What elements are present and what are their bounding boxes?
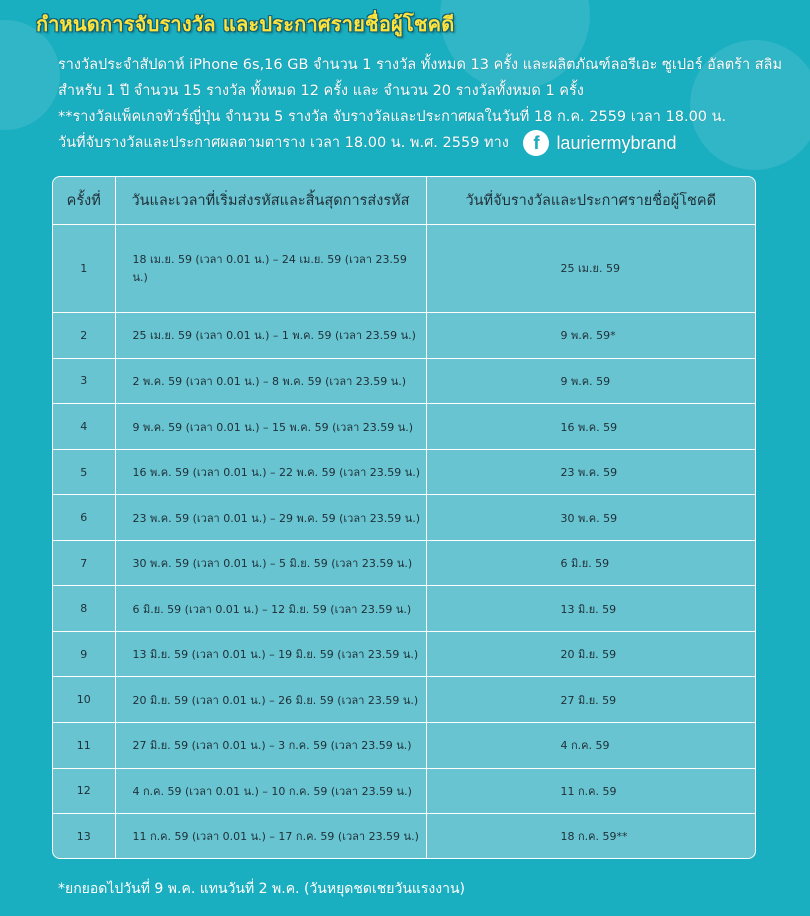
draw-date: 9 พ.ค. 59* <box>426 313 755 359</box>
draw-date: 6 มิ.ย. 59 <box>426 540 755 586</box>
draw-date: 30 พ.ค. 59 <box>426 495 755 541</box>
table-row <box>53 722 755 768</box>
draw-date: 18 ก.ค. 59** <box>426 814 755 858</box>
round-number: 3 <box>53 358 115 404</box>
table-row <box>53 677 755 723</box>
round-number: 10 <box>53 677 115 723</box>
submission-period: 20 มิ.ย. 59 (เวลา 0.01 น.) – 26 มิ.ย. 59 (เวลา 23.59 น.) <box>115 677 426 723</box>
table-row <box>53 224 755 313</box>
round-number: 9 <box>53 631 115 677</box>
submission-period: 9 พ.ค. 59 (เวลา 0.01 น.) – 15 พ.ค. 59 (เวลา 23.59 น.) <box>115 404 426 450</box>
table-header-row <box>53 177 755 224</box>
submission-period: 2 พ.ค. 59 (เวลา 0.01 น.) – 8 พ.ค. 59 (เวลา 23.59 น.) <box>115 358 426 404</box>
intro-line-facebook <box>58 130 778 156</box>
round-number: 8 <box>53 586 115 632</box>
round-number: 12 <box>53 768 115 814</box>
table-row <box>53 768 755 814</box>
table-row <box>53 631 755 677</box>
draw-date: 20 มิ.ย. 59 <box>426 631 755 677</box>
submission-period: 25 เม.ย. 59 (เวลา 0.01 น.) – 1 พ.ค. 59 (เวลา 23.59 น.) <box>115 313 426 359</box>
submission-period: 23 พ.ค. 59 (เวลา 0.01 น.) – 29 พ.ค. 59 (เวลา 23.59 น.) <box>115 495 426 541</box>
round-number: 2 <box>53 313 115 359</box>
submission-period: 6 มิ.ย. 59 (เวลา 0.01 น.) – 12 มิ.ย. 59 (เวลา 23.59 น.) <box>115 586 426 632</box>
draw-date: 25 เม.ย. 59 <box>426 224 755 313</box>
draw-date: 23 พ.ค. 59 <box>426 449 755 495</box>
submission-period: 4 ก.ค. 59 (เวลา 0.01 น.) – 10 ก.ค. 59 (เวลา 23.59 น.) <box>115 768 426 814</box>
header-round: ครั้งที่ <box>53 177 115 224</box>
table-row <box>53 449 755 495</box>
round-number: 4 <box>53 404 115 450</box>
table-row <box>53 358 755 404</box>
draw-date: 11 ก.ค. 59 <box>426 768 755 814</box>
intro-line: สำหรับ 1 ปี จำนวน 15 รางวัล ทั้งหมด 12 ครั้ง และ จำนวน 20 รางวัลทั้งหมด 1 ครั้ง <box>58 83 584 99</box>
submission-period: 11 ก.ค. 59 (เวลา 0.01 น.) – 17 ก.ค. 59 (เวลา 23.59 น.) <box>115 814 426 858</box>
submission-period: 27 มิ.ย. 59 (เวลา 0.01 น.) – 3 ก.ค. 59 (เวลา 23.59 น.) <box>115 722 426 768</box>
draw-date: 4 ก.ค. 59 <box>426 722 755 768</box>
round-number: 13 <box>53 814 115 858</box>
intro-text <box>58 52 783 156</box>
intro-line: **รางวัลแพ็คเกจทัวร์ญี่ปุ่น จำนวน 5 รางวัล จับรางวัลและประกาศผลในวันที่ 18 ก.ค. 2559 เวลา 18.00 น. <box>58 109 727 125</box>
table-row <box>53 540 755 586</box>
submission-period: 18 เม.ย. 59 (เวลา 0.01 น.) – 24 เม.ย. 59 (เวลา 23.59 น.) <box>115 224 426 313</box>
submission-period: 16 พ.ค. 59 (เวลา 0.01 น.) – 22 พ.ค. 59 (เวลา 23.59 น.) <box>115 449 426 495</box>
header-draw-date: วันที่จับรางวัลและประกาศรายชื่อผู้โชคดี <box>426 177 755 224</box>
header-period: วันและเวลาที่เริ่มส่งรหัสและสิ้นสุดการส่งรหัส <box>115 177 426 224</box>
draw-date: 9 พ.ค. 59 <box>426 358 755 404</box>
round-number: 6 <box>53 495 115 541</box>
draw-date: 13 มิ.ย. 59 <box>426 586 755 632</box>
table-row <box>53 313 755 359</box>
page-title: กำหนดการจับรางวัล และประกาศรายชื่อผู้โชคดี <box>36 12 455 36</box>
draw-date: 16 พ.ค. 59 <box>426 404 755 450</box>
facebook-link[interactable] <box>523 130 676 156</box>
round-number: 7 <box>53 540 115 586</box>
table-row <box>53 814 755 858</box>
facebook-icon: f <box>523 130 549 156</box>
round-number: 5 <box>53 449 115 495</box>
round-number: 11 <box>53 722 115 768</box>
submission-period: 13 มิ.ย. 59 (เวลา 0.01 น.) – 19 มิ.ย. 59 (เวลา 23.59 น.) <box>115 631 426 677</box>
round-number: 1 <box>53 224 115 313</box>
intro-line: รางวัลประจำสัปดาห์ iPhone 6s,16 GB จำนวน 1 รางวัล ทั้งหมด 13 ครั้ง และผลิตภัณฑ์ลอรีเอะ ซูเปอร์ อัลตร้า สลิม <box>58 57 783 73</box>
submission-period: 30 พ.ค. 59 (เวลา 0.01 น.) – 5 มิ.ย. 59 (เวลา 23.59 น.) <box>115 540 426 586</box>
footnote: *ยกยอดไปวันที่ 9 พ.ค. แทนวันที่ 2 พ.ค. (วันหยุดชดเชยวันแรงงาน) <box>58 881 465 897</box>
schedule-table <box>52 176 756 859</box>
table-row <box>53 495 755 541</box>
facebook-handle: lauriermybrand <box>556 133 677 153</box>
table-row <box>53 404 755 450</box>
intro-line: วันที่จับรางวัลและประกาศผลตามตาราง เวลา 18.00 น. พ.ศ. 2559 ทาง <box>58 135 509 151</box>
draw-date: 27 มิ.ย. 59 <box>426 677 755 723</box>
table-row <box>53 586 755 632</box>
